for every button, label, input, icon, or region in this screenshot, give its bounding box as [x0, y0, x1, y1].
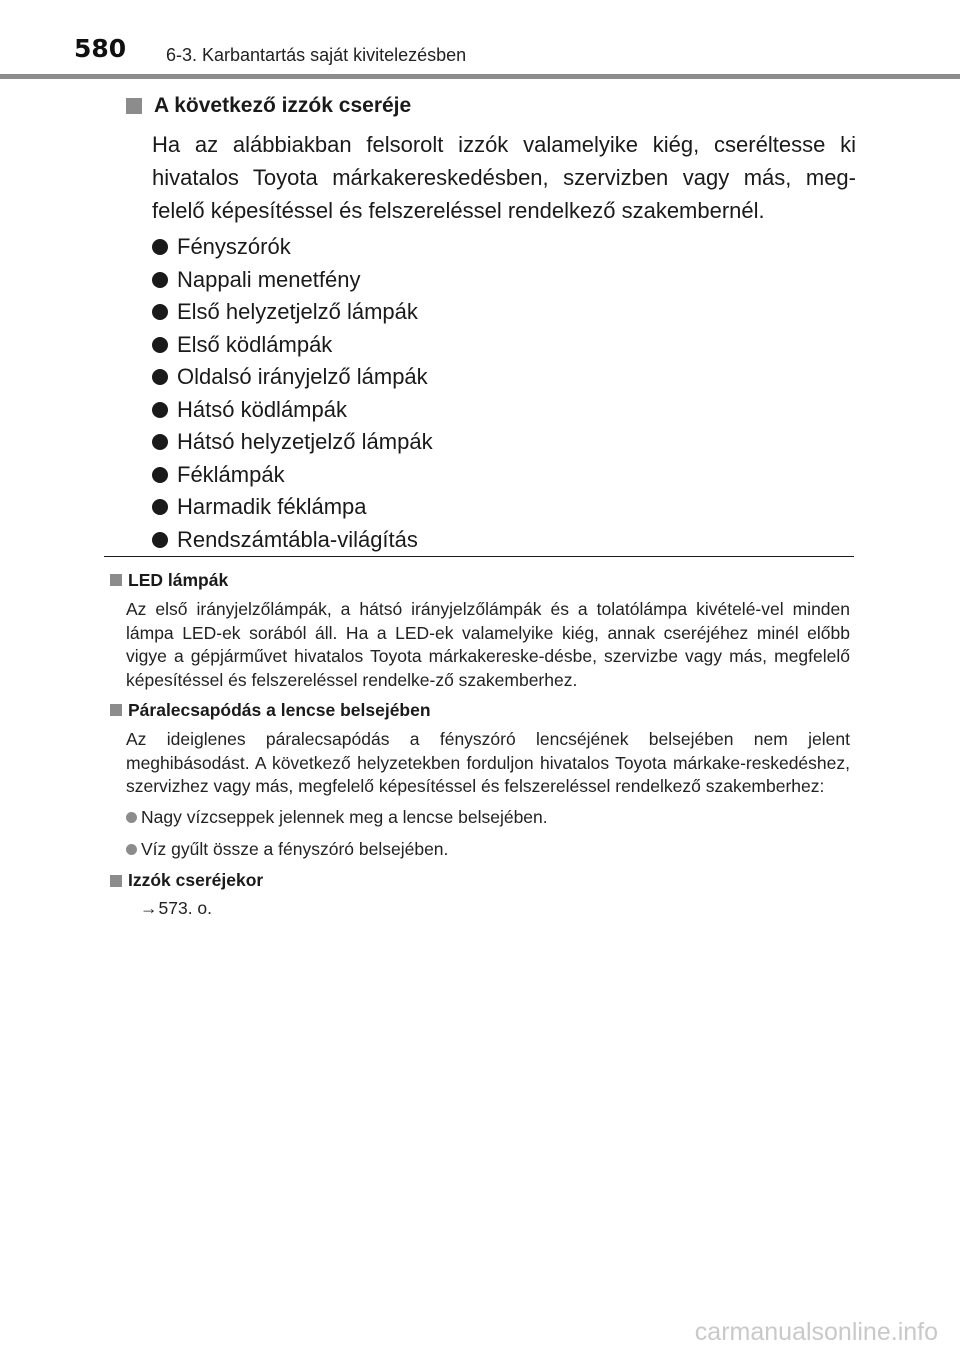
- section-title: 6-3. Karbantartás saját kivitelezésben: [166, 45, 467, 65]
- notes-section: [110, 568, 850, 921]
- note-text-condensation: Az ideiglenes páralecsapódás a fényszóró lencséjének belsejében nem jelent meghibásodást. A következő helyzetekben forduljon hivatalos Toyota márkake-reskedéshez, szervizhez vagy más, megfelelő képesítéssel és felszereléssel rendelkező szakemberhez:: [126, 729, 850, 796]
- page-header: [0, 0, 960, 82]
- page-reference: [140, 897, 850, 921]
- bullet-dot-icon: [126, 812, 137, 823]
- section-heading: [126, 92, 856, 120]
- bulb-list: [152, 231, 856, 556]
- list-item: Nappali menetfény: [152, 264, 856, 297]
- list-item: Nagy vízcseppek jelennek meg a lencse belsejében.: [126, 805, 850, 831]
- bullet-dot-icon: [152, 532, 168, 548]
- arrow-right-icon: →: [140, 898, 158, 918]
- bullet-dot-icon: [152, 499, 168, 515]
- list-item: Víz gyűlt össze a fényszóró belsejében.: [126, 837, 850, 863]
- section-divider: [104, 556, 854, 557]
- intro-paragraph: Ha az alábbiakban felsorolt izzók valamelyike kiég, cseréltesse ki hivatalos Toyota márkakereskedésben, szervizben vagy más, meg-felelő képesítéssel és felszereléssel rendelkező szakembernél.: [152, 132, 856, 223]
- section-heading-text: A következő izzók cseréje: [154, 94, 412, 117]
- list-item: Harmadik féklámpa: [152, 491, 856, 524]
- list-item: Hátsó helyzetjelző lámpák: [152, 426, 856, 459]
- bullet-dot-icon: [152, 369, 168, 385]
- bullet-dot-icon: [126, 844, 137, 855]
- header-rule: [0, 74, 960, 79]
- note-text-led: Az első irányjelzőlámpák, a hátsó irányjelzőlámpák és a tolatólámpa kivételé-vel minden lámpa LED-ek sorából áll. Ha a LED-ek valamelyike kiég, annak cseréjéhez minél előbb vigye a gépjárművet hivatalos Toyota márkakereske-désbe, szervizbe vagy más, megfelelő képesítéssel és felszereléssel rendelke-ző szakemberhez.: [126, 599, 850, 690]
- bullet-dot-icon: [152, 239, 168, 255]
- square-bullet-icon: [110, 574, 122, 586]
- list-item: Féklámpák: [152, 459, 856, 492]
- watermark: carmanualsonline.info: [694, 1318, 938, 1346]
- square-bullet-icon: [126, 98, 142, 114]
- bullet-dot-icon: [152, 402, 168, 418]
- square-bullet-icon: [110, 704, 122, 716]
- bullet-dot-icon: [152, 337, 168, 353]
- page-number: 580: [74, 34, 127, 63]
- note-heading-replace: Izzók cseréjekor: [110, 869, 850, 893]
- note-heading-condensation: Páralecsapódás a lencse belsejében: [110, 698, 850, 722]
- list-item: Rendszámtábla-világítás: [152, 524, 856, 557]
- bulb-replacement-section: [126, 90, 856, 556]
- square-bullet-icon: [110, 875, 122, 887]
- page-reference-text: 573. o.: [158, 898, 213, 918]
- list-item: Fényszórók: [152, 231, 856, 264]
- list-item: Hátsó ködlámpák: [152, 394, 856, 427]
- list-item: Első ködlámpák: [152, 329, 856, 362]
- note-heading-led: LED lámpák: [110, 568, 850, 592]
- list-item: Oldalsó irányjelző lámpák: [152, 361, 856, 394]
- list-item: Első helyzetjelző lámpák: [152, 296, 856, 329]
- bullet-dot-icon: [152, 304, 168, 320]
- bullet-dot-icon: [152, 434, 168, 450]
- bullet-dot-icon: [152, 272, 168, 288]
- bullet-dot-icon: [152, 467, 168, 483]
